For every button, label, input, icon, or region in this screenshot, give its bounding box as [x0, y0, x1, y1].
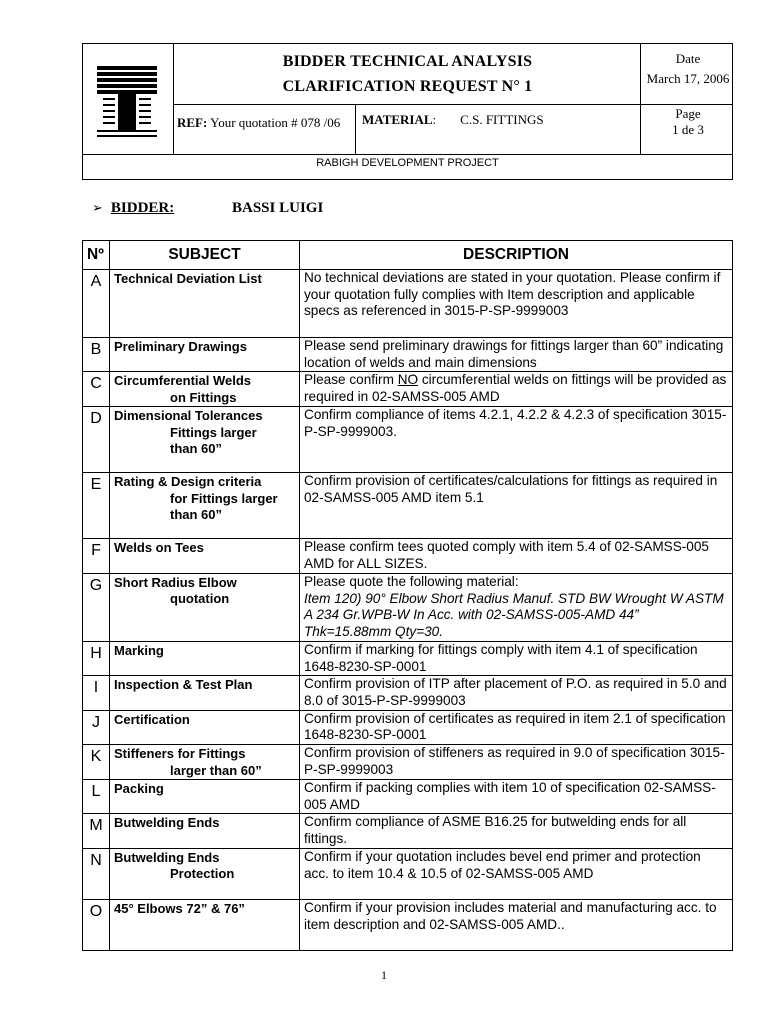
description-text: Please confirm tees quoted comply with item 5.4 of 02-SAMSS-005 AMD for ALL SIZES.: [304, 539, 709, 572]
date-label: Date: [675, 51, 701, 66]
table-row: [83, 270, 733, 338]
table-row: [83, 780, 733, 814]
document-title: BIDDER TECHNICAL ANALYSIS: [282, 53, 533, 70]
row-number: G: [83, 573, 110, 641]
row-description: [300, 676, 733, 710]
row-number: M: [83, 814, 110, 848]
reference: [177, 112, 355, 134]
row-number: F: [83, 539, 110, 573]
subject-line: Protection: [170, 866, 235, 882]
subject-line: Preliminary Drawings: [114, 339, 247, 354]
description-text: Please send preliminary drawings for fittings larger than 60” indicating location of welds and main dimensions: [304, 338, 724, 370]
subject-line: Marking: [114, 642, 164, 658]
divider: [173, 104, 732, 105]
row-subject: [110, 899, 300, 950]
row-subject: [110, 710, 300, 744]
row-subject: [110, 814, 300, 848]
description-text: Confirm provision of certificates/calculations for fittings as required in 02-SAMSS-005 AMD item 5.1: [304, 473, 718, 506]
subject-line: Technical Deviation List: [114, 271, 262, 286]
subject-line: larger than 60”: [170, 762, 262, 778]
row-description: [300, 372, 733, 407]
subject-line: Short Radius Elbow: [114, 574, 237, 590]
description-text: Confirm if packing complies with item 10 of specification 02-SAMSS-005 AMD: [304, 780, 716, 812]
row-subject: [110, 573, 300, 641]
page-label: Page: [675, 106, 701, 121]
row-description: [300, 407, 733, 473]
description-text: Confirm provision of stiffeners as required in 9.0 of specification 3015-P-SP-9999003: [304, 745, 725, 777]
company-logo: [97, 66, 157, 140]
divider: [173, 44, 174, 154]
table-row: [83, 573, 733, 641]
divider: [355, 104, 356, 154]
subject-line: 45° Elbows 72” & 76”: [114, 900, 245, 916]
subject-line: on Fittings: [170, 389, 237, 405]
row-description: [300, 573, 733, 641]
document-header: [82, 43, 733, 180]
ref-label: REF:: [177, 115, 208, 130]
row-number: B: [83, 338, 110, 372]
divider: [640, 44, 641, 154]
row-description: [300, 270, 733, 338]
row-subject: [110, 407, 300, 473]
row-description: [300, 848, 733, 899]
subject-line: than 60”: [170, 507, 223, 523]
subject-line: for Fittings larger: [170, 490, 278, 506]
row-subject: [110, 473, 300, 539]
table-row: [83, 539, 733, 573]
row-number: O: [83, 899, 110, 950]
row-subject: [110, 780, 300, 814]
material-label: MATERIAL: [362, 112, 433, 127]
row-subject: [110, 270, 300, 338]
subject-line: Butwelding Ends: [114, 849, 220, 865]
row-number: E: [83, 473, 110, 539]
row-description: [300, 899, 733, 950]
description-text: Please quote the following material:: [304, 573, 519, 589]
row-subject: [110, 745, 300, 780]
ref-value: Your quotation # 078 /06: [207, 115, 341, 130]
table-row: [83, 473, 733, 539]
description-text: Confirm compliance of items 4.2.1, 4.2.2 & 4.2.3 of specification 3015-P-SP-9999003.: [304, 407, 727, 440]
row-subject: [110, 641, 300, 675]
row-number: K: [83, 745, 110, 780]
subject-line: Packing: [114, 781, 164, 797]
table-row: [83, 338, 733, 372]
subject-line: than 60”: [170, 441, 223, 457]
row-description: [300, 745, 733, 780]
material-colon: :: [432, 112, 437, 127]
table-row: [83, 899, 733, 950]
row-subject: [110, 539, 300, 573]
row-subject: [110, 338, 300, 372]
table-row: [83, 745, 733, 780]
row-number: A: [83, 270, 110, 338]
subject-line: Dimensional Tolerances: [114, 408, 263, 424]
col-header-no: Nº: [83, 241, 110, 270]
table-row: [83, 676, 733, 710]
description-text: Confirm provision of ITP after placement of P.O. as required in 5.0 and 8.0 of 3015-P-SP-9999003: [304, 676, 727, 708]
bidder-line: [92, 200, 324, 217]
row-number: C: [83, 372, 110, 407]
row-description: [300, 338, 733, 372]
description-text: Confirm if your provision includes material and manufacturing acc. to item description and 02-SAMSS-005 AMD..: [304, 899, 717, 932]
material-value: C.S. FITTINGS: [460, 112, 544, 127]
row-description: [300, 710, 733, 744]
row-number: L: [83, 780, 110, 814]
table-row: [83, 372, 733, 407]
table-row: [83, 710, 733, 744]
table-body: [83, 270, 733, 951]
subject-line: Butwelding Ends: [114, 815, 220, 831]
row-number: D: [83, 407, 110, 473]
table-header-row: [83, 241, 733, 270]
bullet-arrow-icon: ➢: [92, 201, 103, 216]
col-header-subject: SUBJECT: [110, 241, 300, 270]
row-description: [300, 473, 733, 539]
bidder-name: BASSI LUIGI: [232, 200, 324, 216]
subject-line: Inspection & Test Plan: [114, 677, 253, 693]
description-text: Confirm provision of certificates as required in item 2.1 of specification 1648-8230-SP-0001: [304, 710, 726, 743]
table-row: [83, 641, 733, 675]
table-row: [83, 814, 733, 848]
row-description: [300, 539, 733, 573]
row-description: [300, 780, 733, 814]
subject-line: Rating & Design criteria: [114, 474, 262, 490]
subject-line: Stiffeners for Fittings: [114, 746, 246, 762]
description-text: Confirm compliance of ASME B16.25 for butwelding ends for all fittings.: [304, 814, 687, 847]
row-description: [300, 814, 733, 848]
row-subject: [110, 848, 300, 899]
subject-line: Fittings larger: [170, 424, 257, 440]
description-emphasis: NO: [397, 372, 419, 388]
row-number: N: [83, 848, 110, 899]
description-text: Confirm if marking for fittings comply with item 4.1 of specification 1648-8230-SP-0001: [304, 641, 698, 674]
table-row: [83, 848, 733, 899]
bidder-label: BIDDER:: [110, 200, 175, 216]
row-number: I: [83, 676, 110, 710]
row-subject: [110, 676, 300, 710]
description-text: Please confirm: [304, 372, 398, 388]
document-subtitle: CLARIFICATION REQUEST N° 1: [282, 78, 533, 95]
clarification-table: [82, 240, 733, 951]
subject-line: Welds on Tees: [114, 540, 204, 556]
date-value: March 17, 2006: [646, 71, 730, 86]
subject-line: quotation: [170, 591, 230, 607]
col-header-description: DESCRIPTION: [300, 241, 733, 270]
subject-line: Certification: [114, 711, 190, 727]
description-italic: Item 120) 90° Elbow Short Radius Manuf. STD BW Wrought W ASTM A 234 Gr.WPB-W In Acc. with 02-SAMSS-005-AMD 44” Thk=15.88mm Qty=30.: [304, 590, 724, 639]
description-text: circumferential welds on fittings will be provided as required in 02-SAMSS-005 AMD: [304, 372, 727, 405]
material: [362, 112, 544, 128]
row-subject: [110, 372, 300, 407]
divider: [83, 154, 732, 155]
description-text: No technical deviations are stated in your quotation. Please confirm if your quotation fully complies with Item description and applicable specs as referenced in 3015-P-SP-9999003: [304, 270, 721, 319]
row-number: J: [83, 710, 110, 744]
page-number: 1: [381, 968, 387, 982]
page-value: 1 de 3: [672, 122, 704, 137]
table-row: [83, 407, 733, 473]
row-description: [300, 641, 733, 675]
description-text: Confirm if your quotation includes bevel end primer and protection acc. to item 10.4 & 10.5 of 02-SAMSS-005 AMD: [304, 848, 701, 881]
subject-line: Circumferential Welds: [114, 373, 252, 389]
row-number: H: [83, 641, 110, 675]
project-name: RABIGH DEVELOPMENT PROJECT: [316, 157, 499, 169]
